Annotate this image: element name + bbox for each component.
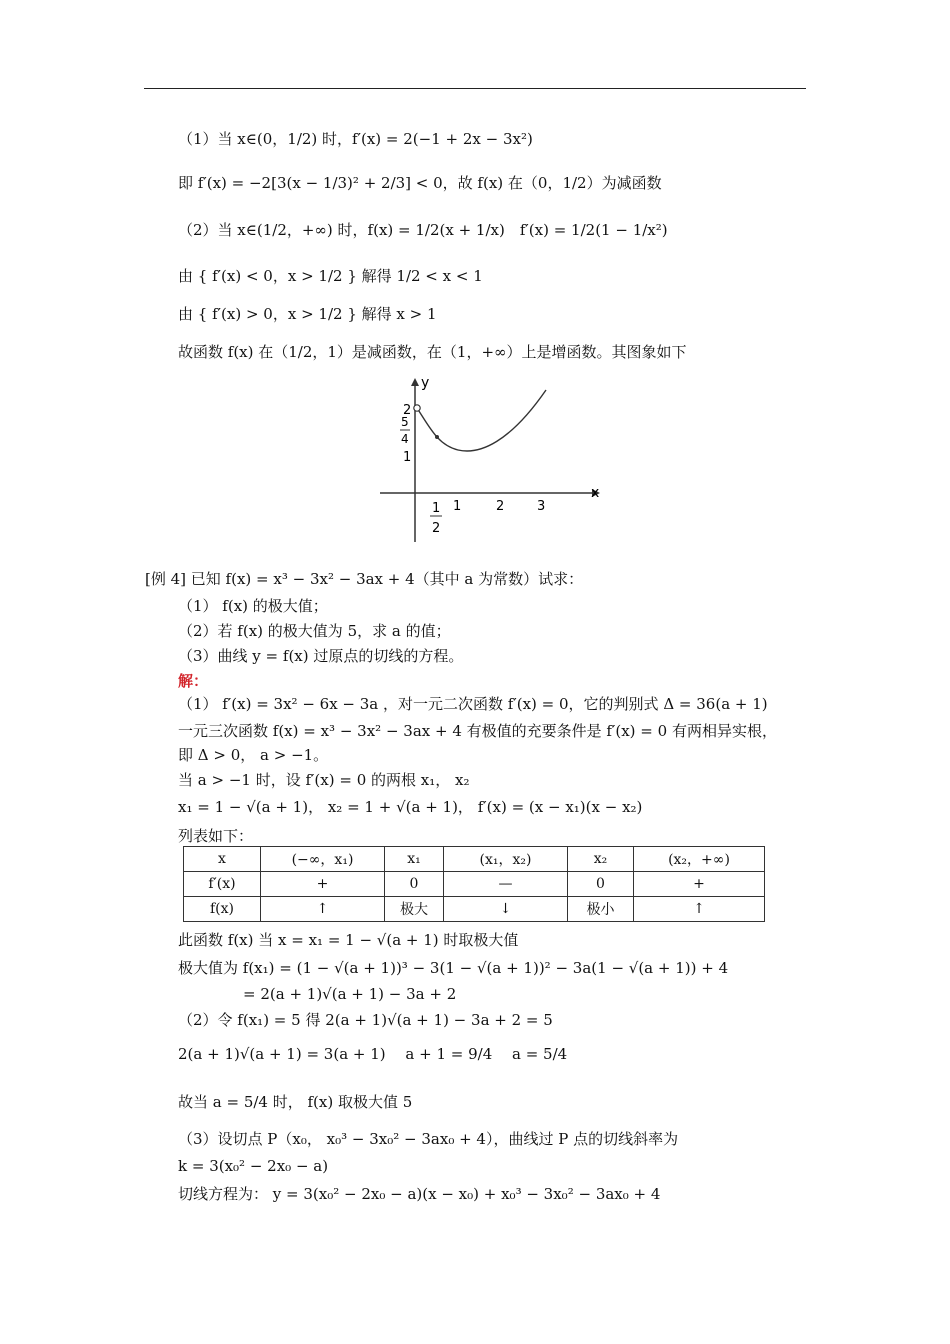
table-row bbox=[184, 847, 765, 872]
sol-part2-equation: （2）令 f(x₁) = 5 得 2(a + 1)√(a + 1) − 3a + 2 = 5 bbox=[178, 1011, 553, 1029]
y-tick-5-4-num: 5 bbox=[401, 415, 409, 429]
x-tick-3: 3 bbox=[537, 499, 546, 514]
question-2: （2）若 f(x) 的极大值为 5，求 a 的值； bbox=[178, 622, 451, 640]
table-cell: ↑ bbox=[634, 897, 765, 922]
table-cell: (x₂，+∞) bbox=[634, 847, 765, 872]
function-graph bbox=[370, 370, 610, 550]
sol-part3-tangent-line: 切线方程为： y = 3(x₀² − 2x₀ − a)(x − x₀) + x₀³ − 3x₀² − 3ax₀ + 4 bbox=[178, 1185, 661, 1203]
x-tick-1: 1 bbox=[453, 499, 462, 514]
sol-roots-values: x₁ = 1 − √(a + 1)， x₂ = 1 + √(a + 1)， f′(x) = (x − x₁)(x − x₂) bbox=[178, 798, 643, 816]
line-solve-increasing: 由 { f′(x) > 0，x > 1/2 } 解得 x > 1 bbox=[178, 305, 437, 323]
y-tick-5-4-den: 4 bbox=[401, 432, 409, 446]
table-cell: 极大 bbox=[385, 897, 444, 922]
table-cell: 0 bbox=[385, 872, 444, 897]
sol-derivative-line: （1） f′(x) = 3x² − 6x − 3a ，对一元二次函数 f′(x) = 0，它的判别式 Δ = 36(a + 1) bbox=[178, 695, 768, 713]
sol-max-simplified: = 2(a + 1)√(a + 1) − 3a + 2 bbox=[243, 985, 457, 1003]
table-cell: x₂ bbox=[568, 847, 634, 872]
function-curve bbox=[417, 390, 546, 451]
table-cell: — bbox=[444, 872, 568, 897]
question-3: （3）曲线 y = f(x) 过原点的切线的方程。 bbox=[178, 647, 464, 665]
solution-label: 解： bbox=[178, 672, 209, 690]
sol-max-value: 极大值为 f(x₁) = (1 − √(a + 1))³ − 3(1 − √(a + 1))² − 3a(1 − √(a + 1)) + 4 bbox=[178, 959, 729, 977]
variation-table bbox=[183, 846, 765, 922]
header-rule bbox=[144, 88, 806, 89]
table-cell: 极小 bbox=[568, 897, 634, 922]
table-cell: f(x) bbox=[184, 897, 261, 922]
x-axis-label: x bbox=[591, 485, 600, 501]
table-row bbox=[184, 897, 765, 922]
line-solve-decreasing: 由 { f′(x) < 0，x > 1/2 } 解得 1/2 < x < 1 bbox=[178, 267, 483, 285]
table-cell: 0 bbox=[568, 872, 634, 897]
point-half bbox=[435, 435, 439, 439]
table-row bbox=[184, 872, 765, 897]
table-cell: ↑ bbox=[261, 897, 385, 922]
y-tick-1: 1 bbox=[403, 450, 412, 465]
sol-part3-slope: k = 3(x₀² − 2x₀ − a) bbox=[178, 1157, 329, 1175]
table-cell: + bbox=[634, 872, 765, 897]
table-cell: x bbox=[184, 847, 261, 872]
sol-part2-solve: 2(a + 1)√(a + 1) = 3(a + 1) a + 1 = 9/4 a = 5/4 bbox=[178, 1045, 568, 1063]
sol-part2-conclusion: 故当 a = 5/4 时， f(x) 取极大值 5 bbox=[178, 1093, 413, 1111]
question-1: （1） f(x) 的极大值； bbox=[178, 597, 328, 615]
table-cell: + bbox=[261, 872, 385, 897]
y-tick-2: 2 bbox=[403, 403, 412, 418]
line-case1-conclusion: 即 f′(x) = −2[3(x − 1/3)² + 2/3] < 0，故 f(x) 在（0，1/2）为减函数 bbox=[178, 174, 662, 192]
table-cell: f′(x) bbox=[184, 872, 261, 897]
sol-delta-line: 即 Δ > 0， a > −1。 bbox=[178, 746, 329, 764]
x-tick-1-2-num: 1 bbox=[432, 501, 441, 516]
sol-table-intro: 列表如下： bbox=[178, 827, 254, 845]
x-tick-1-2-den: 2 bbox=[432, 521, 441, 536]
example4-title: [例 4] 已知 f(x) = x³ − 3x² − 3ax + 4（其中 a 为常数）试求： bbox=[145, 570, 584, 588]
table-cell: x₁ bbox=[385, 847, 444, 872]
table-cell: ↓ bbox=[444, 897, 568, 922]
table-cell: (x₁，x₂) bbox=[444, 847, 568, 872]
y-axis-arrow bbox=[411, 378, 419, 386]
open-endpoint bbox=[414, 405, 420, 411]
sol-part3-tangent-point: （3）设切点 P（x₀， x₀³ − 3x₀² − 3ax₀ + 4），曲线过 P 点的切线斜率为 bbox=[178, 1130, 679, 1148]
y-axis-label: y bbox=[421, 375, 430, 391]
table-cell: (−∞，x₁) bbox=[261, 847, 385, 872]
line-case1: （1）当 x∈(0，1/2) 时，f′(x) = 2(−1 + 2x − 3x²) bbox=[178, 130, 533, 148]
line-case2: （2）当 x∈(1/2，+∞) 时，f(x) = 1/2(x + 1/x) f′(x) = 1/2(1 − 1/x²) bbox=[178, 221, 668, 239]
x-tick-2: 2 bbox=[496, 499, 505, 514]
line-monotonic-conclusion: 故函数 f(x) 在（1/2，1）是减函数，在（1，+∞）上是增函数。其图象如下 bbox=[178, 343, 687, 361]
sol-roots-intro: 当 a > −1 时，设 f′(x) = 0 的两根 x₁， x₂ bbox=[178, 771, 470, 789]
sol-condition-line: 一元三次函数 f(x) = x³ − 3x² − 3ax + 4 有极值的充要条件是 f′(x) = 0 有两相异实根， bbox=[178, 722, 777, 740]
sol-max-at: 此函数 f(x) 当 x = x₁ = 1 − √(a + 1) 时取极大值 bbox=[178, 931, 519, 949]
